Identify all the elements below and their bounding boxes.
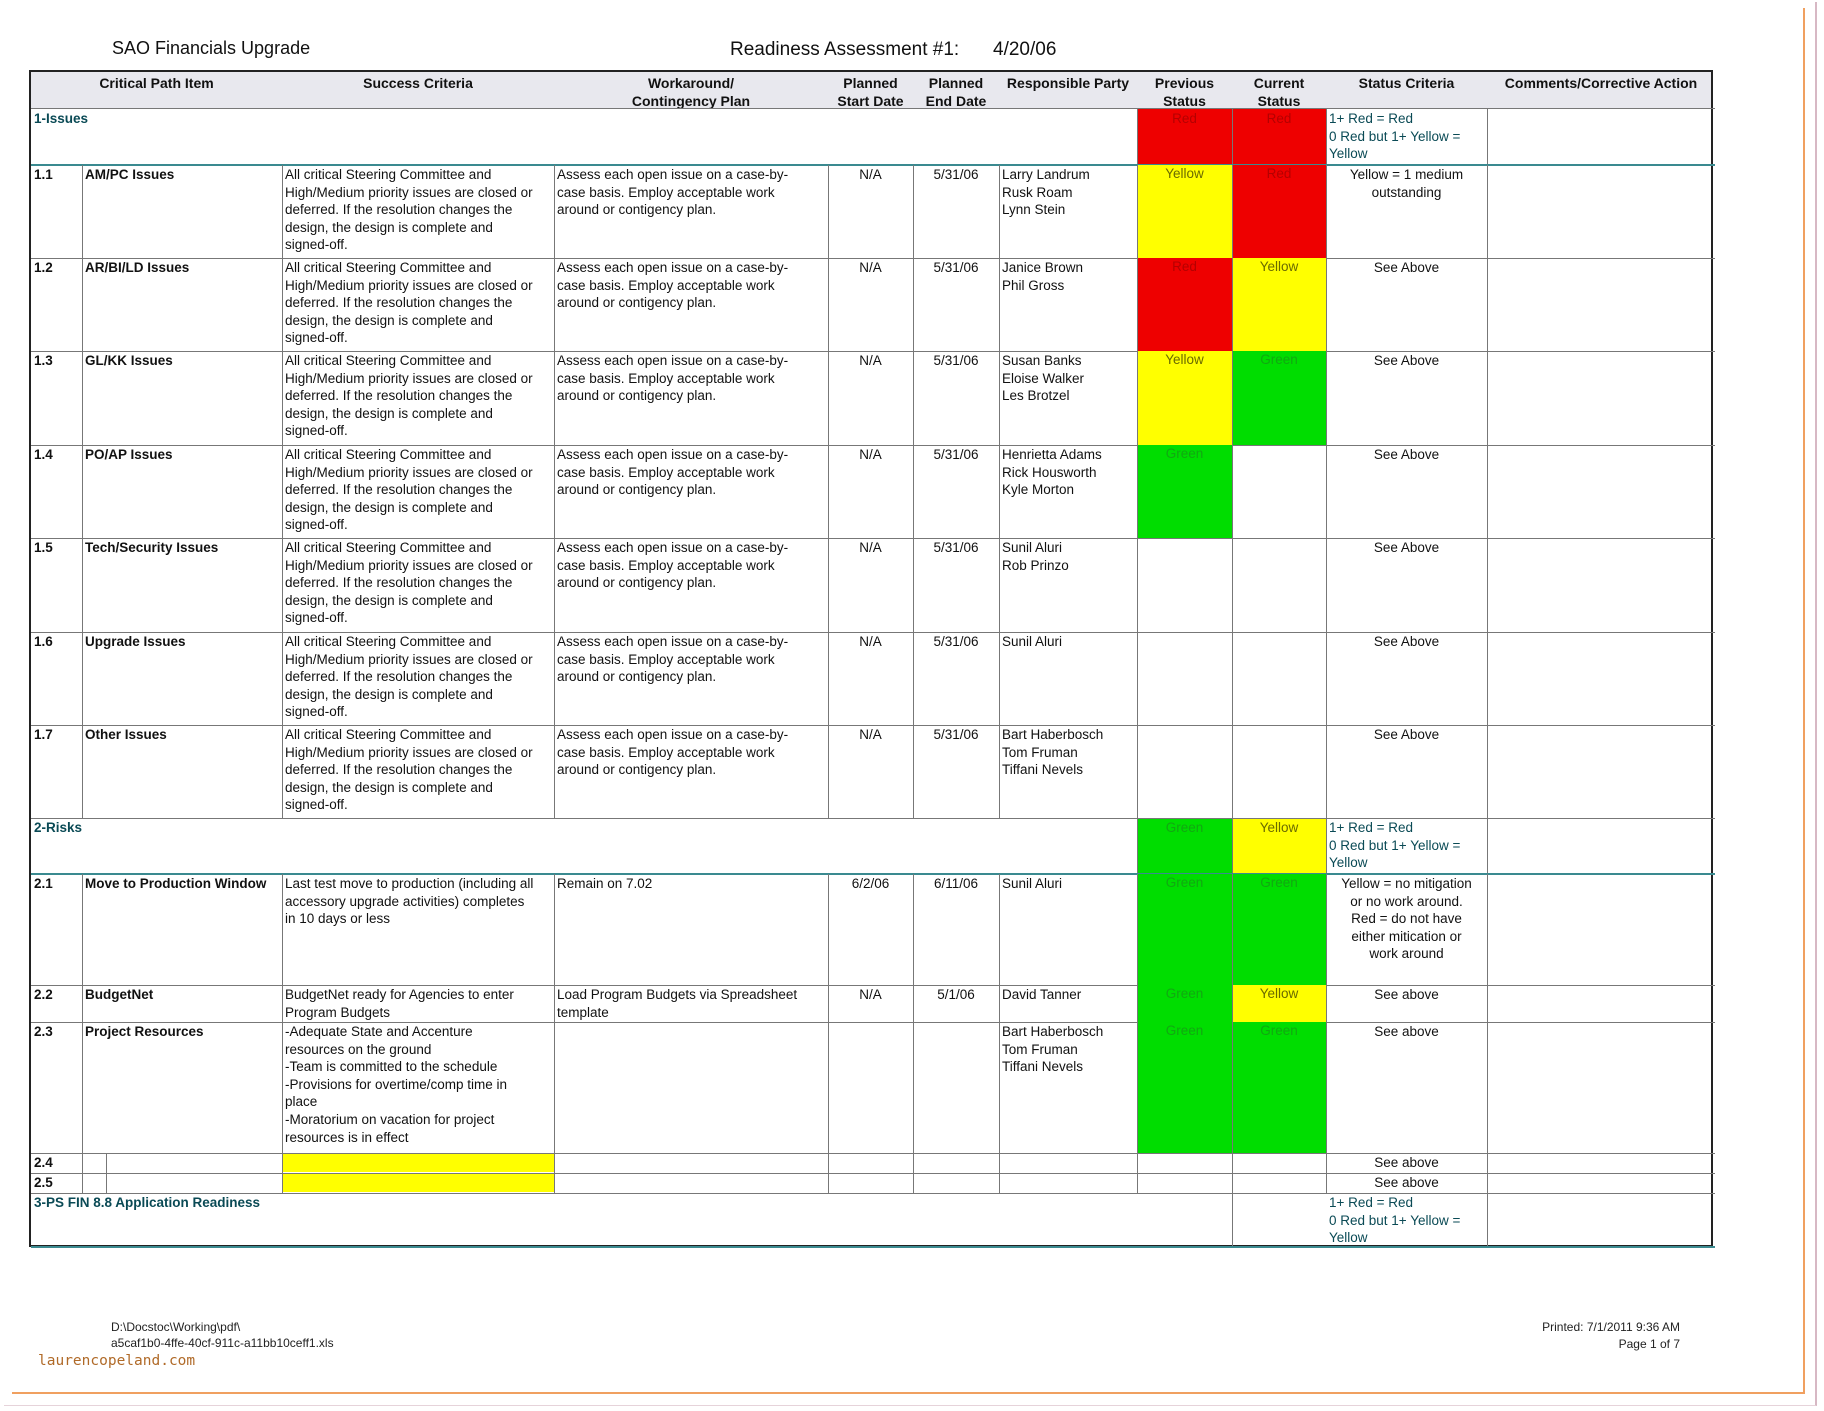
success-criteria: All critical Steering Committee and High/Medium priority issues are closed or deferred. If the resolution changes the design, the design is complete and signed-off. <box>285 167 533 253</box>
planned-end-date: 5/31/06 <box>933 353 979 368</box>
grid-line <box>1326 632 1327 725</box>
col-header-success-criteria: Success Criteria <box>363 75 473 91</box>
grid-line <box>82 258 83 351</box>
grid-line <box>554 1022 555 1153</box>
row-number: 1.4 <box>34 447 53 462</box>
previous-status-label: Green <box>1165 820 1204 835</box>
comments-cell <box>1487 538 1715 632</box>
critical-path-item <box>82 1173 282 1193</box>
grid-line <box>828 445 829 538</box>
grid-line <box>999 1173 1000 1193</box>
previous-status-label: Green <box>1165 1023 1204 1038</box>
status-criteria: See above <box>1374 1155 1439 1170</box>
grid-line <box>1232 351 1233 445</box>
grid-line <box>1326 165 1327 258</box>
grid-line <box>828 632 829 725</box>
grid-line <box>913 1173 914 1193</box>
grid-line <box>1487 445 1488 538</box>
grid-line <box>999 632 1000 725</box>
grid-line <box>554 538 555 632</box>
grid-line <box>1487 351 1488 445</box>
comments-cell <box>1487 165 1715 258</box>
row-number: 2.3 <box>34 1024 53 1039</box>
grid-line <box>999 445 1000 538</box>
grid-line <box>1232 985 1233 1022</box>
grid-line <box>913 632 914 725</box>
critical-path-item: PO/AP Issues <box>85 447 173 462</box>
comments-cell <box>1487 874 1715 985</box>
responsible-party: Sunil Aluri <box>1002 876 1063 891</box>
grid-line <box>1137 1022 1138 1153</box>
section-divider <box>31 1246 1715 1248</box>
col-header-status-criteria: Status Criteria <box>1358 75 1455 91</box>
grid-line <box>82 538 83 632</box>
grid-line <box>82 1022 83 1153</box>
grid-line <box>1232 1193 1233 1247</box>
row-number: 2.1 <box>34 876 53 891</box>
col-header-planned-end: Planned End Date <box>925 75 987 108</box>
comments-cell <box>1487 632 1715 725</box>
grid-line <box>1232 632 1233 725</box>
comments-cell <box>1487 258 1715 351</box>
grid-line <box>554 725 555 818</box>
grid-line <box>1487 538 1488 632</box>
critical-path-item: Tech/Security Issues <box>85 540 219 555</box>
grid-line <box>106 1173 107 1193</box>
planned-start-date: 6/2/06 <box>851 876 890 891</box>
grid-line <box>82 632 83 725</box>
grid-line <box>554 632 555 725</box>
grid-line <box>1137 1173 1138 1193</box>
critical-path-item: AM/PC Issues <box>85 167 175 182</box>
grid-line <box>913 874 914 985</box>
success-criteria: All critical Steering Committee and High/Medium priority issues are closed or deferred. If the resolution changes the design, the design is complete and signed-off. <box>285 447 533 533</box>
grid-line <box>1487 818 1488 874</box>
status-criteria: See Above <box>1373 447 1440 462</box>
grid-line <box>1326 818 1327 874</box>
row-number: 1.3 <box>34 353 53 368</box>
planned-start-date: N/A <box>859 540 882 555</box>
grid-line <box>828 538 829 632</box>
current-status-label: Yellow <box>1259 986 1299 1001</box>
responsible-party: Janice Brown Phil Gross <box>1002 260 1084 293</box>
planned-end-date: 5/31/06 <box>933 727 979 742</box>
row-number: 1.7 <box>34 727 53 742</box>
current-status-label: Green <box>1260 875 1298 890</box>
row-number: 2.4 <box>34 1155 53 1170</box>
grid-line <box>1137 725 1138 818</box>
grid-line <box>1487 258 1488 351</box>
grid-line <box>1487 632 1488 725</box>
grid-line <box>82 445 83 538</box>
grid-line <box>999 1022 1000 1153</box>
current-status-label: Green <box>1260 352 1298 367</box>
grid-line <box>913 538 914 632</box>
grid-line <box>999 258 1000 351</box>
grid-line <box>1487 1173 1488 1193</box>
grid-line <box>913 258 914 351</box>
grid-line <box>1487 725 1488 818</box>
current-status-label: Yellow <box>1259 820 1299 835</box>
comments-cell <box>1487 351 1715 445</box>
success-criteria: All critical Steering Committee and High/Medium priority issues are closed or deferred. If the resolution changes the design, the design is complete and signed-off. <box>285 727 533 813</box>
planned-start-date: N/A <box>859 353 882 368</box>
planned-start-date <box>828 1173 913 1193</box>
responsible-party: Susan Banks Eloise Walker Les Brotzel <box>1002 353 1085 404</box>
row-number: 2.5 <box>34 1175 53 1190</box>
col-header-responsible-party: Responsible Party <box>1006 75 1130 91</box>
planned-start-date <box>828 1022 913 1153</box>
grid-line <box>554 258 555 351</box>
planned-end-date <box>913 1173 999 1193</box>
grid-line <box>913 725 914 818</box>
grid-line <box>999 538 1000 632</box>
workaround-plan <box>554 1022 828 1153</box>
critical-path-item: BudgetNet <box>85 987 154 1002</box>
printed-timestamp: Printed: 7/1/2011 9:36 AM <box>1542 1320 1680 1334</box>
current-status-fill <box>1232 1022 1326 1153</box>
grid-line <box>282 258 283 351</box>
page-number: Page 1 of 7 <box>1618 1337 1680 1351</box>
grid-line <box>82 1153 83 1173</box>
status-criteria: See Above <box>1373 727 1440 742</box>
grid-line <box>82 725 83 818</box>
planned-start-date: N/A <box>859 634 882 649</box>
success-criteria: All critical Steering Committee and High/Medium priority issues are closed or deferred. If the resolution changes the design, the design is complete and signed-off. <box>285 634 533 720</box>
grid-line <box>282 985 283 1022</box>
grid-line <box>1232 1022 1233 1153</box>
grid-line <box>82 351 83 445</box>
col-header-comments: Comments/Corrective Action <box>1504 75 1698 91</box>
grid-line <box>1137 538 1138 632</box>
planned-end-date <box>913 1022 999 1153</box>
grid-line <box>1232 165 1233 258</box>
grid-line <box>554 874 555 985</box>
grid-line <box>828 1022 829 1153</box>
previous-status-label: Yellow <box>1165 352 1204 367</box>
grid-line <box>1232 725 1233 818</box>
grid-line <box>828 1153 829 1173</box>
success-criteria <box>282 1153 554 1173</box>
planned-start-date: N/A <box>859 260 882 275</box>
comments-cell <box>1487 985 1715 1022</box>
current-status-label: Green <box>1260 1023 1298 1038</box>
row-number: 1.6 <box>34 634 53 649</box>
grid-line <box>1232 818 1233 874</box>
planned-start-date: N/A <box>859 447 882 462</box>
planned-end-date <box>913 1153 999 1173</box>
grid-line <box>828 874 829 985</box>
grid-line <box>282 725 283 818</box>
grid-line <box>82 1173 83 1193</box>
critical-path-item: AR/BI/LD Issues <box>85 260 190 275</box>
grid-line <box>554 1173 555 1193</box>
success-criteria <box>282 1173 554 1193</box>
grid-line <box>1137 445 1138 538</box>
previous-status-label: Red <box>1172 111 1197 126</box>
grid-line <box>1326 1022 1327 1153</box>
grid-line <box>82 985 83 1022</box>
grid-line <box>1137 818 1138 874</box>
grid-line <box>1487 1022 1488 1153</box>
success-criteria: -Adequate State and Accenture resources on the ground -Team is committed to the schedule -Provisions for overtime/comp time in place -Moratorium on vacation for project resources is in effect <box>285 1024 508 1145</box>
grid-line <box>1137 351 1138 445</box>
grid-line <box>828 165 829 258</box>
grid-line <box>1326 258 1327 351</box>
assessment-title: Readiness Assessment #1: <box>730 39 960 60</box>
success-criteria: BudgetNet ready for Agencies to enter Program Budgets <box>285 987 514 1020</box>
grid-line <box>282 351 283 445</box>
section-status-criteria: 1+ Red = Red 0 Red but 1+ Yellow = Yellow <box>1329 820 1461 871</box>
grid-line <box>913 985 914 1022</box>
grid-line <box>1232 445 1233 538</box>
row-number: 2.2 <box>34 987 53 1002</box>
section-status-criteria: 1+ Red = Red 0 Red but 1+ Yellow = Yellow <box>1329 111 1461 162</box>
previous-status-label: Yellow <box>1165 166 1204 181</box>
workaround-plan: Assess each open issue on a case-by- case basis. Employ acceptable work around or contigency plan. <box>557 727 789 778</box>
grid-line <box>913 165 914 258</box>
section-label: 3-PS FIN 8.8 Application Readiness <box>34 1195 261 1210</box>
col-header-current-status: Current Status <box>1253 75 1305 108</box>
success-criteria: Last test move to production (including all accessory upgrade activities) completes in 10 days or less <box>285 876 534 927</box>
planned-start-date <box>828 1153 913 1173</box>
grid-line <box>1326 538 1327 632</box>
grid-line <box>1326 351 1327 445</box>
workaround-plan <box>554 1153 828 1173</box>
grid-line <box>1232 1153 1233 1173</box>
row-number: 1.5 <box>34 540 53 555</box>
comments-cell <box>1487 1173 1715 1193</box>
responsible-party: David Tanner <box>1002 987 1082 1002</box>
current-status-label: Red <box>1266 166 1292 181</box>
grid-line <box>1326 985 1327 1022</box>
grid-line <box>282 445 283 538</box>
file-path: D:\Docstoc\Working\pdf\ a5caf1b0-4ffe-40cf-911c-a11bb10ceff1.xls <box>111 1320 334 1350</box>
planned-end-date: 5/31/06 <box>933 167 979 182</box>
grid-line <box>1137 985 1138 1022</box>
grid-line <box>1326 445 1327 538</box>
section-label: 2-Risks <box>34 820 83 835</box>
grid-line <box>828 985 829 1022</box>
col-header-previous-status: Previous Status <box>1154 75 1215 108</box>
current-status-fill <box>1232 874 1326 985</box>
planned-end-date: 5/31/06 <box>933 634 979 649</box>
status-criteria: See above <box>1374 1175 1439 1190</box>
grid-line <box>913 445 914 538</box>
grid-line <box>282 538 283 632</box>
grid-line <box>554 1153 555 1173</box>
grid-line <box>999 985 1000 1022</box>
grid-line <box>1137 165 1138 258</box>
grid-line <box>828 725 829 818</box>
success-criteria: All critical Steering Committee and High/Medium priority issues are closed or deferred. If the resolution changes the design, the design is complete and signed-off. <box>285 260 533 346</box>
comments-cell <box>1487 445 1715 538</box>
comments-cell <box>1487 1153 1715 1173</box>
grid-line <box>1137 1153 1138 1173</box>
grid-line <box>913 351 914 445</box>
critical-path-item: Move to Production Window <box>85 876 267 891</box>
grid-line <box>999 165 1000 258</box>
status-criteria: See above <box>1374 987 1439 1002</box>
previous-status-label: Green <box>1165 446 1204 461</box>
critical-path-item <box>82 1153 282 1173</box>
comments-cell <box>1487 1022 1715 1153</box>
critical-path-item: Project Resources <box>85 1024 204 1039</box>
grid-line <box>31 1193 1715 1194</box>
col-header-critical-path-item: Critical Path Item <box>99 75 214 91</box>
success-criteria: All critical Steering Committee and High/Medium priority issues are closed or deferred. If the resolution changes the design, the design is complete and signed-off. <box>285 353 533 439</box>
grid-line <box>1232 258 1233 351</box>
responsible-party: Larry Landrum Rusk Roam Lynn Stein <box>1002 167 1090 218</box>
critical-path-item: GL/KK Issues <box>85 353 173 368</box>
grid-line <box>913 1153 914 1173</box>
watermark: laurencopeland.com <box>38 1353 196 1369</box>
col-header-workaround: Workaround/ Contingency Plan <box>631 75 751 108</box>
grid-line <box>1487 985 1488 1022</box>
grid-line <box>1487 1193 1488 1247</box>
grid-line <box>999 874 1000 985</box>
grid-line <box>106 1153 107 1173</box>
workaround-plan: Assess each open issue on a case-by- case basis. Employ acceptable work around or contigency plan. <box>557 167 789 218</box>
grid-line <box>554 165 555 258</box>
readiness-table <box>29 70 1713 1247</box>
planned-end-date: 5/31/06 <box>933 447 979 462</box>
grid-line <box>999 1153 1000 1173</box>
workaround-plan: Assess each open issue on a case-by- case basis. Employ acceptable work around or contigency plan. <box>557 447 789 498</box>
grid-line <box>1326 1173 1327 1193</box>
grid-line <box>554 445 555 538</box>
previous-status-fill <box>1137 1022 1232 1153</box>
grid-line <box>282 874 283 985</box>
section-label: 1-Issues <box>34 111 89 126</box>
workaround-plan: Assess each open issue on a case-by- case basis. Employ acceptable work around or contigency plan. <box>557 353 789 404</box>
previous-status-label: Green <box>1165 986 1204 1001</box>
grid-line <box>31 818 1715 819</box>
planned-end-date: 5/1/06 <box>937 987 975 1002</box>
success-criteria: All critical Steering Committee and High/Medium priority issues are closed or deferred. If the resolution changes the design, the design is complete and signed-off. <box>285 540 533 626</box>
previous-status-label: Red <box>1172 259 1197 274</box>
grid-line <box>282 1153 283 1173</box>
grid-line <box>282 165 283 258</box>
grid-line <box>1137 874 1138 985</box>
grid-line <box>1326 1153 1327 1173</box>
grid-line <box>1487 165 1488 258</box>
grid-line <box>1487 1153 1488 1173</box>
status-criteria: See Above <box>1373 634 1440 649</box>
status-criteria: See above <box>1374 1024 1439 1039</box>
section-status-criteria: 1+ Red = Red 0 Red but 1+ Yellow = Yellow <box>1329 1195 1461 1246</box>
grid-line <box>1487 874 1488 985</box>
responsible-party: Sunil Aluri <box>1002 634 1063 649</box>
assessment-date: 4/20/06 <box>993 39 1057 60</box>
workaround-plan: Assess each open issue on a case-by- case basis. Employ acceptable work around or contigency plan. <box>557 540 789 591</box>
grid-line <box>828 1173 829 1193</box>
grid-line <box>999 725 1000 818</box>
responsible-party <box>999 1153 1137 1173</box>
grid-line <box>282 1022 283 1153</box>
grid-line <box>1487 109 1488 165</box>
previous-status-fill <box>1137 874 1232 985</box>
grid-line <box>554 351 555 445</box>
workaround-plan: Assess each open issue on a case-by- case basis. Employ acceptable work around or contigency plan. <box>557 260 789 311</box>
status-criteria: See Above <box>1373 540 1440 555</box>
status-criteria: See Above <box>1373 260 1440 275</box>
grid-line <box>1326 725 1327 818</box>
responsible-party: Henrietta Adams Rick Housworth Kyle Morton <box>1002 447 1102 498</box>
grid-line <box>82 165 83 258</box>
grid-line <box>1326 874 1327 985</box>
row-number: 1.2 <box>34 260 53 275</box>
planned-end-date: 5/31/06 <box>933 540 979 555</box>
status-criteria: Yellow = no mitigation or no work around. Red = do not have either mitication or work around <box>1341 876 1472 962</box>
row-number: 1.1 <box>34 167 53 182</box>
grid-line <box>828 351 829 445</box>
responsible-party <box>999 1173 1137 1193</box>
grid-line <box>1137 632 1138 725</box>
planned-end-date: 6/11/06 <box>933 876 979 891</box>
grid-line <box>82 874 83 985</box>
workaround-plan: Remain on 7.02 <box>557 876 653 891</box>
grid-line <box>282 1173 283 1193</box>
document-title: SAO Financials Upgrade <box>112 38 311 58</box>
grid-line <box>913 1022 914 1153</box>
grid-line <box>1137 258 1138 351</box>
planned-start-date: N/A <box>859 167 882 182</box>
grid-line <box>1232 109 1233 165</box>
grid-line <box>1232 874 1233 985</box>
grid-line <box>1137 109 1138 165</box>
grid-line <box>554 985 555 1022</box>
grid-line <box>828 258 829 351</box>
grid-line <box>1232 538 1233 632</box>
comments-cell <box>1487 725 1715 818</box>
workaround-plan <box>554 1173 828 1193</box>
planned-start-date: N/A <box>859 727 882 742</box>
grid-line <box>1326 109 1327 165</box>
status-criteria: See Above <box>1373 353 1440 368</box>
responsible-party: Sunil Aluri Rob Prinzo <box>1002 540 1069 573</box>
status-criteria: Yellow = 1 medium outstanding <box>1349 167 1464 200</box>
responsible-party: Bart Haberbosch Tom Fruman Tiffani Nevels <box>1002 727 1104 778</box>
planned-end-date: 5/31/06 <box>933 260 979 275</box>
grid-line <box>999 351 1000 445</box>
critical-path-item: Other Issues <box>85 727 167 742</box>
workaround-plan: Assess each open issue on a case-by- case basis. Employ acceptable work around or contigency plan. <box>557 634 789 685</box>
planned-start-date: N/A <box>859 987 882 1002</box>
current-status-label: Red <box>1266 111 1292 126</box>
col-header-planned-start: Planned Start Date <box>837 75 904 108</box>
grid-line <box>1232 1173 1233 1193</box>
workaround-plan: Load Program Budgets via Spreadsheet template <box>557 987 798 1020</box>
current-status-label: Yellow <box>1259 259 1299 274</box>
grid-line <box>282 632 283 725</box>
previous-status-label: Green <box>1165 875 1204 890</box>
critical-path-item: Upgrade Issues <box>85 634 186 649</box>
responsible-party: Bart Haberbosch Tom Fruman Tiffani Nevels <box>1002 1024 1104 1075</box>
